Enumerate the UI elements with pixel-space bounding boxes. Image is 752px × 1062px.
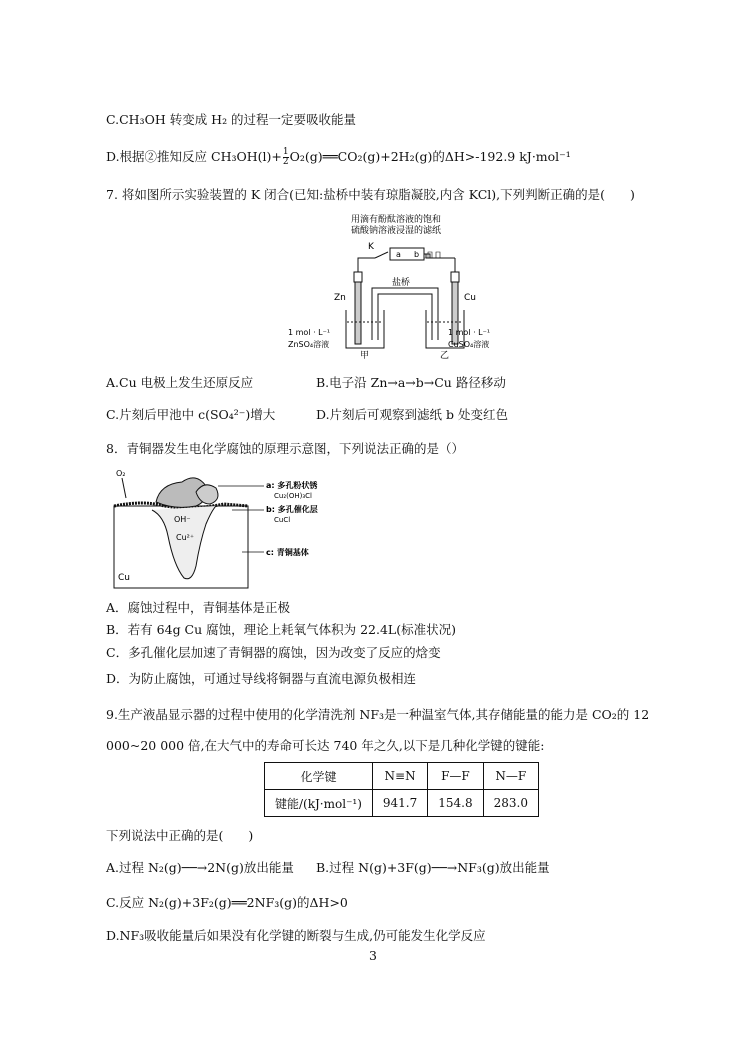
q7-fig-clip-left <box>354 272 362 282</box>
fraction-one-half <box>283 148 289 167</box>
q7-fig-salt-bridge-inner <box>378 294 432 340</box>
q8-fig-cu2: Cu²⁺ <box>176 533 195 542</box>
q6-option-c: C.CH₃OH 转变成 H₂ 的过程一定要吸收能量 <box>106 112 357 127</box>
q8-stem: 8．青铜器发生电化学腐蚀的原理示意图，下列说法正确的是（） <box>106 441 464 456</box>
table-header-nf: N—F <box>483 763 538 790</box>
table-header-nn: N≡N <box>372 763 427 790</box>
q7-fig-a: a <box>396 250 401 259</box>
page-number: 3 <box>369 948 377 963</box>
bond-energy-table <box>264 762 539 817</box>
q7-stem: 7. 将如图所示实验装置的 K 闭合(已知:盐桥中装有琼脂凝胶,内含 KCl),下列判断正确的是( ) <box>106 187 635 202</box>
q8-fig-label-a: a: 多孔粉状锈 <box>266 481 318 490</box>
q7-option-d: D.片刻后可观察到滤纸 b 处变红色 <box>316 407 508 422</box>
fraction-numerator: 1 <box>282 147 289 157</box>
q7-fig-salt-bridge-label: 盐桥 <box>392 278 411 288</box>
table-cell-nf: 283.0 <box>483 790 538 817</box>
q8-fig-label-c: c: 青铜基体 <box>266 548 309 557</box>
q9-stem-line2: 000~20 000 倍,在大气中的寿命可长达 740 年之久,以下是几种化学键的键能: <box>106 738 545 753</box>
q7-figure <box>280 210 510 360</box>
table-cell-nn: 941.7 <box>372 790 427 817</box>
q7-fig-note2: 硫酸钠溶液浸湿的滤纸 <box>350 226 442 236</box>
q8-fig-label-a-sub: Cu₂(OH)₃Cl <box>274 492 313 500</box>
q7-fig-k: K <box>368 242 374 252</box>
q7-fig-switch <box>375 252 388 258</box>
q9-option-b: B.过程 N(g)+3F(g)──→NF₃(g)放出能量 <box>316 860 550 875</box>
q9-option-d: D.NF₃吸收能量后如果没有化学键的断裂与生成,仍可能发生化学反应 <box>106 928 486 943</box>
q8-fig-o2: O₂ <box>116 469 126 478</box>
q8-option-d: D．为防止腐蚀，可通过导线将铜器与直流电源负极相连 <box>106 671 417 686</box>
q7-fig-left-conc: 1 mol · L⁻¹ <box>288 328 331 337</box>
q7-fig-jia: 甲 <box>360 351 370 360</box>
table-row <box>265 790 539 817</box>
table-row <box>265 763 539 790</box>
q7-fig-note1: 用滴有酚酞溶液的饱和 <box>350 215 442 225</box>
q7-fig-right-sol: CuSO₄溶液 <box>448 340 490 349</box>
q8-fig-oh: OH⁻ <box>174 515 191 524</box>
q7-option-b: B.电子沿 Zn→a→b→Cu 路径移动 <box>316 375 506 390</box>
q8-option-a: A．腐蚀过程中，青铜基体是正极 <box>106 600 291 615</box>
q7-fig-zn-electrode <box>355 282 361 344</box>
table-header-bond: 化学键 <box>265 763 373 790</box>
q7-fig-left-sol: ZnSO₄溶液 <box>288 340 330 349</box>
q6-option-d-suffix: O₂(g)══CO₂(g)+2H₂(g)的ΔH>-192.9 kJ·mol⁻¹ <box>289 149 571 164</box>
table-header-ff: F—F <box>428 763 483 790</box>
q8-option-c: C．多孔催化层加速了青铜器的腐蚀，因为改变了反应的焓变 <box>106 645 441 660</box>
q6-option-d <box>106 148 571 167</box>
q7-option-a: A.Cu 电极上发生还原反应 <box>106 375 254 390</box>
q7-fig-cu-label: Cu <box>464 293 476 303</box>
q7-fig-b: b <box>414 250 420 259</box>
q7-fig-zn-label: Zn <box>334 293 346 303</box>
q7-fig-clip-right <box>451 272 459 282</box>
q7-option-c: C.片刻后甲池中 c(SO₄²⁻)增大 <box>106 407 276 422</box>
q6-option-d-prefix: D.根据②推知反应 CH₃OH(l)+ <box>106 149 282 164</box>
q7-fig-salt-bridge-outer <box>372 288 438 340</box>
q9-option-c: C.反应 N₂(g)+3F₂(g)══2NF₃(g)的ΔH>0 <box>106 895 348 910</box>
q7-fig-yi: 乙 <box>440 351 450 360</box>
q8-figure <box>104 466 364 590</box>
q8-fig-o2-arrow <box>122 478 126 498</box>
q8-fig-cu: Cu <box>118 573 130 583</box>
q7-fig-wire-left <box>358 258 375 272</box>
table-row-label: 键能/(kJ·mol⁻¹) <box>265 790 373 817</box>
q9-stem-line1: 9.生产液晶显示器的过程中使用的化学清洗剂 NF₃是一种温室气体,其存储能量的能力是 CO₂的 12 <box>106 707 650 722</box>
q8-fig-label-b-sub: CuCl <box>274 516 291 524</box>
table-cell-ff: 154.8 <box>428 790 483 817</box>
fraction-denominator: 2 <box>282 157 289 167</box>
q8-fig-label-b: b: 多孔催化层 <box>266 505 318 514</box>
q9-option-a: A.过程 N₂(g)──→2N(g)放出能量 <box>106 860 294 875</box>
q7-fig-right-conc: 1 mol · L⁻¹ <box>448 328 491 337</box>
q9-question: 下列说法中正确的是( ) <box>106 828 254 843</box>
q8-option-b: B．若有 64g Cu 腐蚀，理论上耗氧气体积为 22.4L(标准状况) <box>106 622 456 637</box>
